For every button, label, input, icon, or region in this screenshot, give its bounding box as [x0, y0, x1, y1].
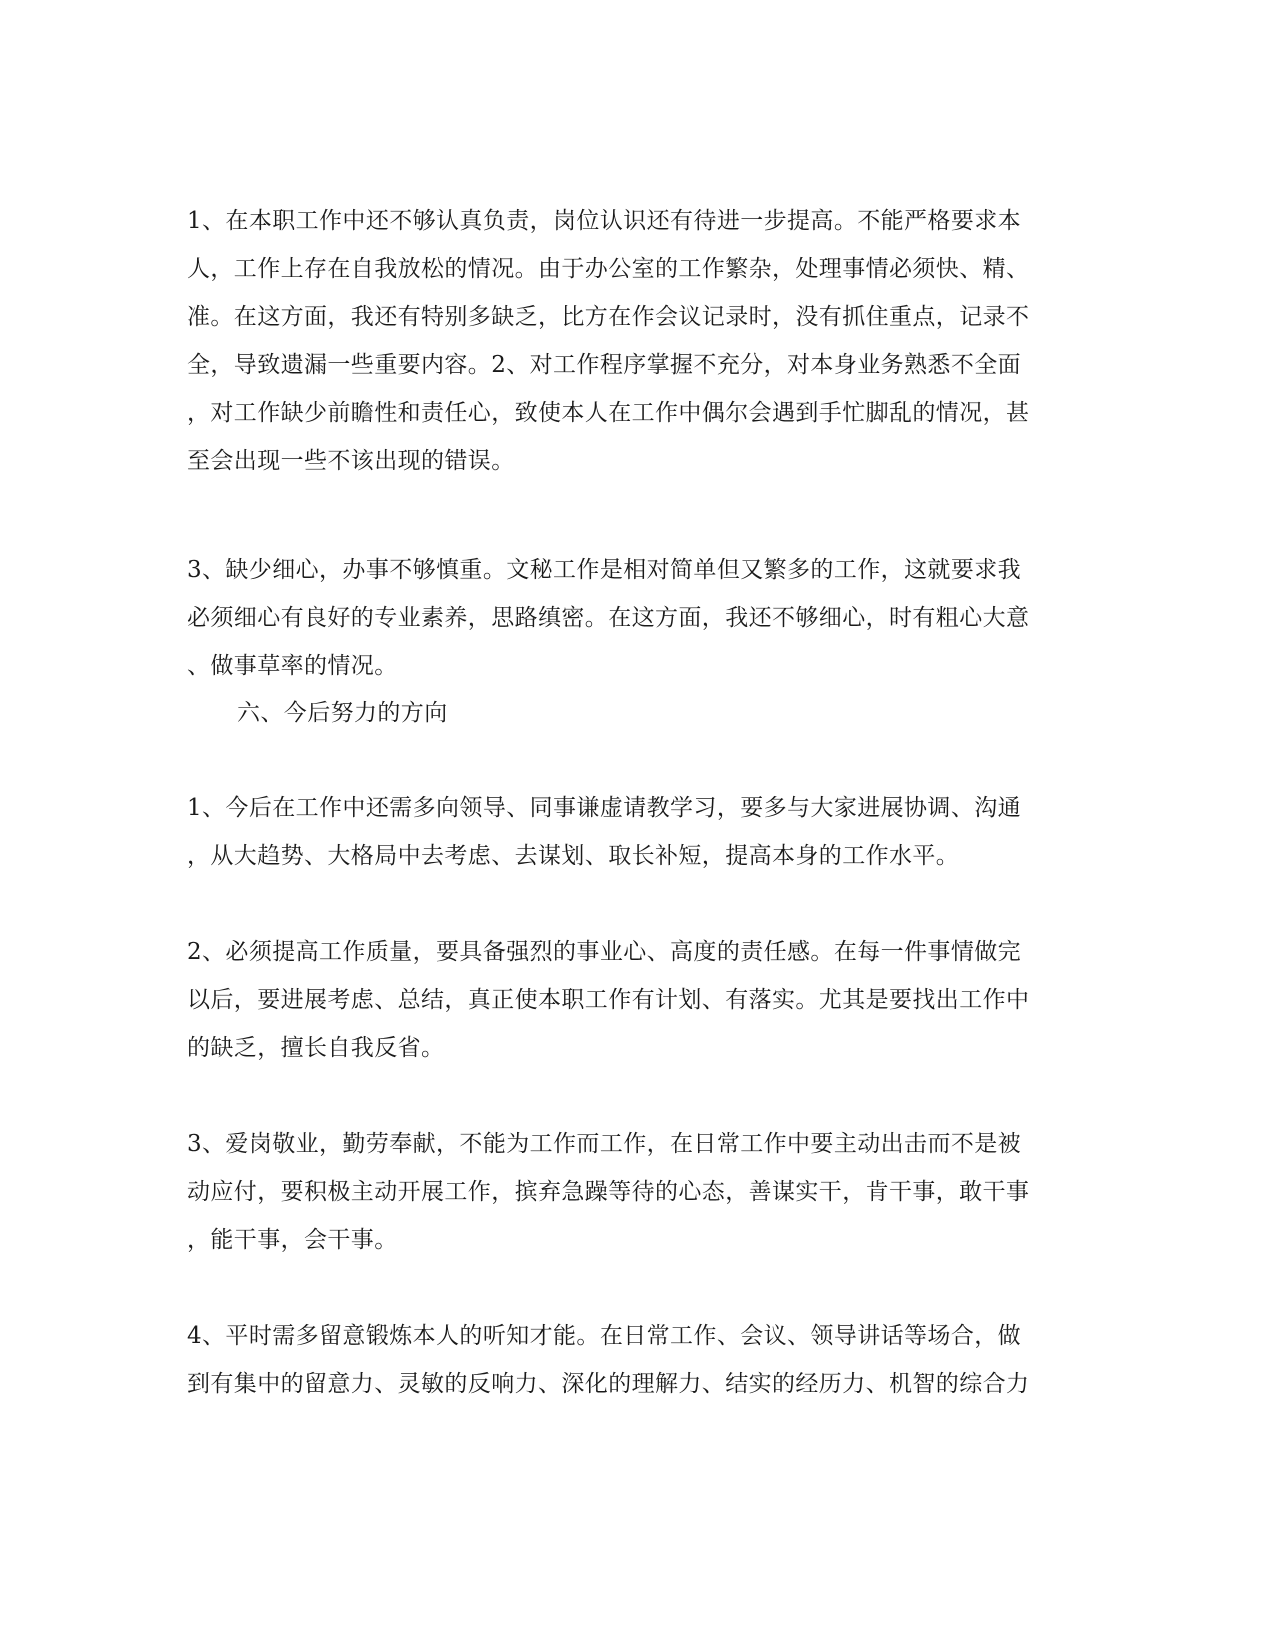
- section-heading: 六、今后努力的方向: [237, 700, 448, 726]
- text-line: 到有集中的留意力、灵敏的反响力、深化的理解力、结实的经历力、机智的综合力: [187, 1371, 1030, 1397]
- text-line: 1、今后在工作中还需多向领导、同事谦虚请教学习，要多与大家进展协调、沟通: [187, 795, 1022, 821]
- text-line: 至会出现一些不该出现的错误。: [187, 448, 515, 474]
- text-line: ，能干事，会干事。: [187, 1227, 398, 1253]
- paragraph-direction-4: [187, 1312, 1087, 1408]
- text-line: 人，工作上存在自我放松的情况。由于办公室的工作繁杂，处理事情必须快、精、: [187, 256, 1030, 282]
- text-line: 2、必须提高工作质量，要具备强烈的事业心、高度的责任感。在每一件事情做完: [187, 939, 1022, 965]
- paragraph-direction-2: [187, 928, 1087, 1072]
- text-line: 1、在本职工作中还不够认真负责，岗位认识还有待进一步提高。不能严格要求本: [187, 208, 1022, 234]
- text-line: 的缺乏，擅长自我反省。: [187, 1035, 445, 1061]
- text-line: 以后，要进展考虑、总结，真正使本职工作有计划、有落实。尤其是要找出工作中: [187, 987, 1030, 1013]
- paragraph-direction-3: [187, 1120, 1087, 1264]
- text-line: 全，导致遗漏一些重要内容。2、对工作程序掌握不充分，对本身业务熟悉不全面: [187, 352, 1022, 378]
- paragraph-shortcomings-3: [187, 546, 1087, 690]
- text-line: 3、缺少细心，办事不够慎重。文秘工作是相对简单但又繁多的工作，这就要求我: [187, 557, 1022, 583]
- text-line: 准。在这方面，我还有特别多缺乏，比方在作会议记录时，没有抓住重点，记录不: [187, 304, 1030, 330]
- text-line: 动应付，要积极主动开展工作，摈弃急躁等待的心态，善谋实干，肯干事，敢干事: [187, 1179, 1030, 1205]
- paragraph-direction-1: [187, 784, 1087, 880]
- text-line: 必须细心有良好的专业素养，思路缜密。在这方面，我还不够细心，时有粗心大意: [187, 605, 1030, 631]
- text-line: 3、爱岗敬业，勤劳奉献，不能为工作而工作，在日常工作中要主动出击而不是被: [187, 1131, 1022, 1157]
- text-line: ，从大趋势、大格局中去考虑、去谋划、取长补短，提高本身的工作水平。: [187, 843, 960, 869]
- paragraph-shortcomings-1-2: [187, 197, 1087, 485]
- text-line: ，对工作缺少前瞻性和责任心，致使本人在工作中偶尔会遇到手忙脚乱的情况，甚: [187, 400, 1030, 426]
- text-line: 、做事草率的情况。: [187, 653, 398, 679]
- text-line: 4、平时需多留意锻炼本人的听知才能。在日常工作、会议、领导讲话等场合，做: [187, 1323, 1022, 1349]
